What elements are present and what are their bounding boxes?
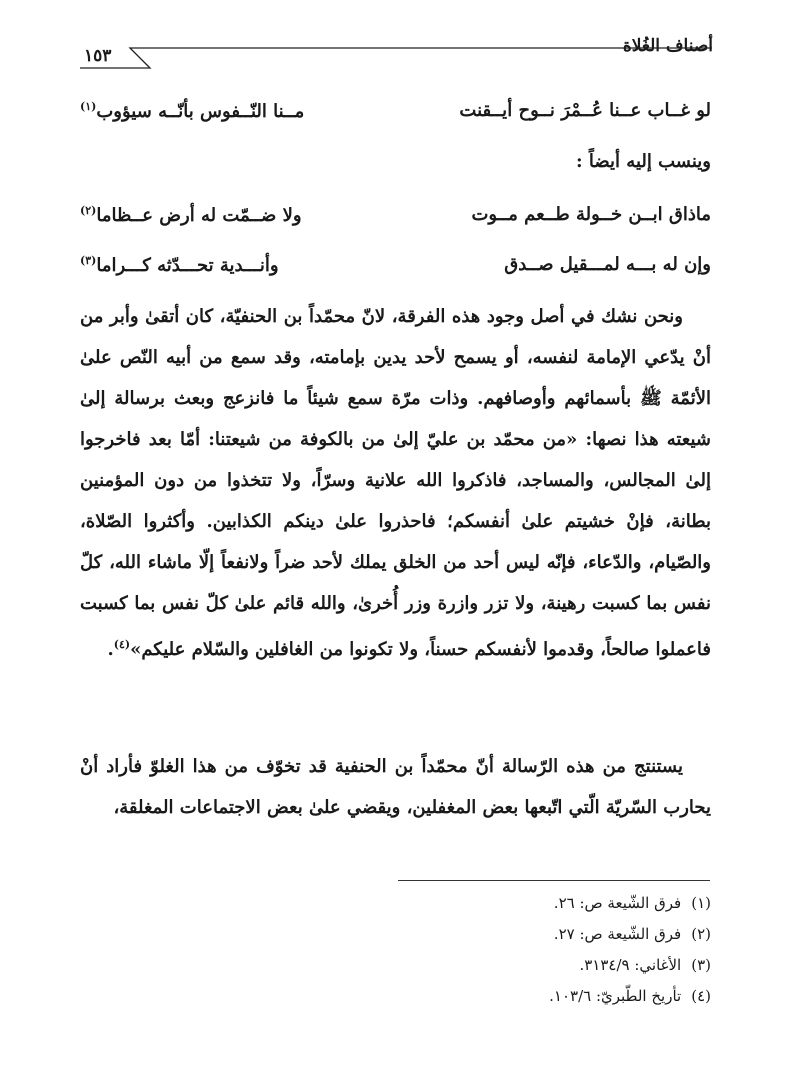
footnote-ref: (٢) [80,204,97,217]
footnote: (٣)الأغاني: ٣١٣٤/٩. [579,956,711,974]
running-title: أصناف الغُلاة [622,36,713,56]
footnotes [80,894,711,1018]
verse-hemistich-first: ماذاق ابــن خــولة طــعم مــوت [471,204,711,225]
footnote-ref: (٤) [113,638,131,651]
footnote-ref: (١) [80,100,97,113]
page-number: ١٥٣ [84,46,112,66]
verse-line [80,92,711,132]
verse-hemistich-second: ولا ضــمّت له أرض عــظاما$^{(٢)}$ [80,204,302,226]
intro-line: وينسب إليه أيضاً : [576,151,711,172]
verse-hemistich-second: وأنـــدية تحـــدّثه كـــراما$^{(٣)}$ [80,254,279,276]
verse-hemistich-second: مــنا النّــفوس بأنّــه سيؤوب$^{(١)}$ [80,100,305,122]
header-rule [0,0,791,80]
verse-line [80,196,711,236]
footnote-ref: (٣) [80,254,97,267]
footnote: (٤)تأريخ الطّبريّ: ١٠٣/٦. [549,987,711,1005]
footnote-separator [398,880,710,881]
footnote: (١)فرق الشّيعة ص: ٢٦. [553,894,711,912]
footnote: (٢)فرق الشّيعة ص: ٢٧. [553,925,711,943]
verse-hemistich-first: لو غــاب عــنا عُــمْرَ نــوح أيــقنت [459,100,711,121]
verse-hemistich-first: وإن له بـــه لمـــقيل صــدق [504,254,711,275]
body-paragraph: ونحن نشك في أصل وجود هذه الفرقة، لانّ محمّداً بن الحنفيّة، كان أتقىٰ وأبر من أنْ يدّعي الإمامة لنفسه، أو يسمح لأحد يدين بإمامته، وقد سمع من أبيه النّص علىٰ الأئمّة ﷺ بأسمائهم وأوصافهم. وذات مرّة سمع شيئاً ما فانزعج وبعث برسالة إلىٰ شيعته هذا نصها: «من محمّد بن عليّ إلىٰ من بالكوفة من شيعتنا: أمّا بعد فاخرجوا إلىٰ المجالس، والمساجد، فاذكروا الله علانية وسرّاً، ولا تتخذوا من دون المؤمنين بطانة، فإنْ خشيتم علىٰ أنفسكم؛ فاحذروا علىٰ دينكم الكذابين. وأكثروا الصّلاة، والصّيام، والدّعاء، فإنّه ليس أحد من الخلق يملك لأحد ضراً ولانفعاً إلّا ماشاء الله، كلّ نفس بما كسبت رهينة، ولا تزر وازرة وزر أُخرىٰ، والله قائم علىٰ كلّ نفس بما كسبت فاعملوا صالحاً، وقدموا لأنفسكم حسناً، ولا تكونوا من الغافلين والسّلام عليكم»$^{(٤)}$. [80,306,711,660]
verse-line [80,246,711,286]
body-paragraph: يستنتج من هذه الرّسالة أنّ محمّداً بن الحنفية قد تخوّف من هذا الغلوّ فأراد أنْ يحارب السّريّة الّتي اتّبعها بعض المغفلين، ويقضي علىٰ بعض الاجتماعات المغلقة، [80,756,711,818]
